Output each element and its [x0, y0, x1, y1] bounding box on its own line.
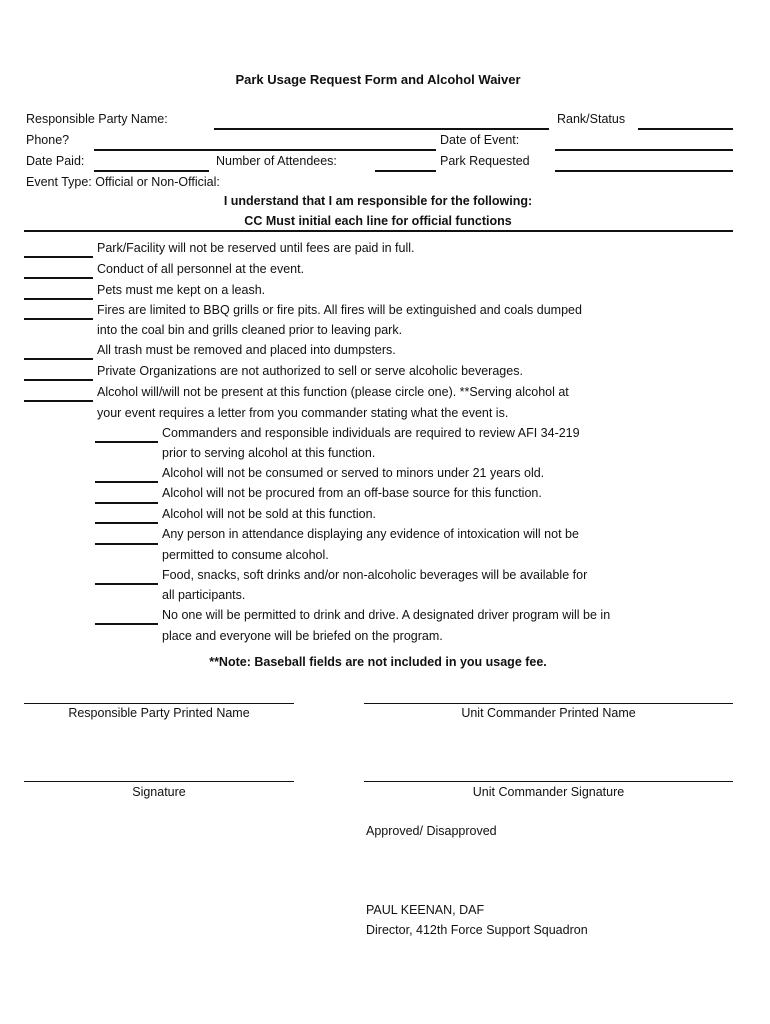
responsibility-item: Park/Facility will not be reserved until fees are paid in full.: [97, 241, 415, 255]
initial-blank[interactable]: [24, 358, 93, 360]
alcohol-rule-item: permitted to consume alcohol.: [162, 548, 329, 562]
alcohol-initial-blank[interactable]: [95, 481, 158, 483]
alcohol-rule-item: place and everyone will be briefed on the program.: [162, 629, 443, 643]
alcohol-rule-item: Alcohol will not be sold at this function.: [162, 507, 377, 521]
responsibility-item: Alcohol will/will not be present at this function (please circle one). **Serving alcohol at: [97, 385, 569, 399]
alcohol-initial-blank[interactable]: [95, 441, 158, 443]
alcohol-rule-item: Commanders and responsible individuals are required to review AFI 34-219: [162, 426, 580, 440]
attendees-label: Number of Attendees:: [216, 154, 337, 168]
responsibility-item: into the coal bin and grills cleaned prior to leaving park.: [97, 323, 403, 337]
commander-printed-name-line[interactable]: [364, 703, 733, 704]
phone-field[interactable]: [94, 149, 436, 151]
commander-signature-label: Unit Commander Signature: [472, 785, 625, 799]
initial-blank[interactable]: [24, 379, 93, 381]
section-divider: [24, 230, 733, 232]
initial-blank[interactable]: [24, 256, 93, 258]
initial-blank[interactable]: [24, 298, 93, 300]
initial-blank[interactable]: [24, 318, 93, 320]
park-requested-label: Park Requested: [440, 154, 530, 168]
initial-instruction: CC Must initial each line for official functions: [244, 214, 512, 228]
responsible-party-field[interactable]: [214, 128, 549, 130]
form-title: Park Usage Request Form and Alcohol Waiver: [235, 72, 521, 87]
party-printed-name-label: Responsible Party Printed Name: [68, 706, 250, 720]
responsibility-item: Fires are limited to BBQ grills or fire pits. All fires will be extinguished and coals dumped: [97, 303, 582, 317]
alcohol-initial-blank[interactable]: [95, 522, 158, 524]
baseball-note: **Note: Baseball fields are not included in you usage fee.: [209, 655, 547, 669]
alcohol-rule-item: Food, snacks, soft drinks and/or non-alcoholic beverages will be available for: [162, 568, 588, 582]
signature-label: Signature: [132, 785, 186, 799]
alcohol-rule-item: Any person in attendance displaying any evidence of intoxication will not be: [162, 527, 579, 541]
commander-printed-name-label: Unit Commander Printed Name: [461, 706, 636, 720]
signature-line[interactable]: [24, 781, 294, 782]
responsibility-item: Private Organizations are not authorized to sell or serve alcoholic beverages.: [97, 364, 523, 378]
responsibility-item: All trash must be removed and placed into dumpsters.: [97, 343, 396, 357]
rank-status-label: Rank/Status: [557, 112, 626, 126]
responsibility-heading: I understand that I am responsible for the following:: [223, 194, 533, 208]
signatory-title: Director, 412th Force Support Squadron: [366, 923, 588, 937]
alcohol-initial-blank[interactable]: [95, 543, 158, 545]
park-requested-field[interactable]: [555, 170, 733, 172]
initial-blank[interactable]: [24, 400, 93, 402]
attendees-field[interactable]: [375, 170, 436, 172]
party-printed-name-line[interactable]: [24, 703, 294, 704]
date-paid-field[interactable]: [94, 170, 209, 172]
event-type-label: Event Type: Official or Non-Official:: [26, 175, 220, 189]
alcohol-rule-item: Alcohol will not be consumed or served to minors under 21 years old.: [162, 466, 545, 480]
date-paid-label: Date Paid:: [26, 154, 85, 168]
responsible-party-label: Responsible Party Name:: [26, 112, 168, 126]
commander-signature-line[interactable]: [364, 781, 733, 782]
date-of-event-field[interactable]: [555, 149, 733, 151]
responsibility-item: Pets must me kept on a leash.: [97, 283, 266, 297]
alcohol-rule-item: No one will be permitted to drink and drive. A designated driver program will be in: [162, 608, 611, 622]
alcohol-rule-item: prior to serving alcohol at this function.: [162, 446, 376, 460]
alcohol-initial-blank[interactable]: [95, 583, 158, 585]
alcohol-initial-blank[interactable]: [95, 502, 158, 504]
alcohol-initial-blank[interactable]: [95, 623, 158, 625]
responsibility-item: your event requires a letter from you commander stating what the event is.: [97, 406, 509, 420]
initial-blank[interactable]: [24, 277, 93, 279]
alcohol-rule-item: all participants.: [162, 588, 246, 602]
responsibility-item: Conduct of all personnel at the event.: [97, 262, 305, 276]
date-of-event-label: Date of Event:: [440, 133, 520, 147]
rank-status-field[interactable]: [638, 128, 733, 130]
signatory-name: PAUL KEENAN, DAF: [366, 903, 485, 917]
alcohol-rule-item: Alcohol will not be procured from an off-base source for this function.: [162, 486, 542, 500]
phone-label: Phone?: [26, 133, 70, 147]
approval-status: Approved/ Disapproved: [366, 824, 497, 838]
